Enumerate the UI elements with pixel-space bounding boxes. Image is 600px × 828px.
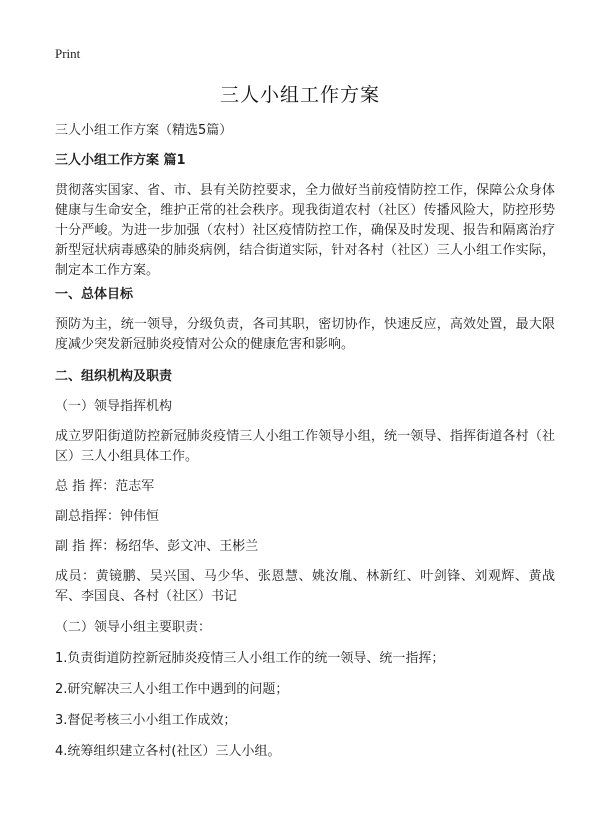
deputy-commander-line: 副总指挥：钟伟恒 (55, 509, 160, 524)
subheading-duties: （二）领导小组主要职责： (55, 620, 212, 635)
heading-organization: 二、组织机构及职责 (55, 369, 173, 384)
duty-item: 2.研究解决三人小组工作中遇到的问题； (55, 682, 289, 697)
members-paragraph: 成员：黄镜鹏、吴兴国、马少华、张恩慧、姚汝胤、林新红、叶剑锋、刘观辉、黄战军、李国良、各村（社区）书记 (55, 569, 555, 604)
document-subtitle: 三人小组工作方案（精选5篇） (55, 123, 233, 138)
duty-item: 3.督促考核三小小组工作成效； (55, 713, 237, 728)
intro-paragraph: 贯彻落实国家、省、市、县有关防控要求，全力做好当前疫情防控工作，保障公众身体健康与生命安全，维护正常的社会秩序。现我街道农村（社区）传播风险大，防控形势十分严峻。为进一步加强（农村）社区疫情防控工作，确保及时发现、报告和隔离治疗新型冠状病毒感染的肺炎病例，结合街道实际，针对各村（社区）三人小组工作实际，制定本工作方案。 (55, 183, 555, 278)
goal-paragraph: 预防为主，统一领导，分级负责，各司其职，密切协作，快速反应，高效处置，最大限度减少突发新冠肺炎疫情对公众的健康危害和影响。 (55, 317, 555, 352)
organization-paragraph: 成立罗阳街道防控新冠肺炎疫情三人小组工作领导小组，统一领导、指挥街道各村（社区）三人小组具体工作。 (55, 429, 555, 464)
vice-commanders-line: 副 指 挥：杨绍华、彭文冲、王彬兰 (55, 539, 259, 554)
section-title: 三人小组工作方案 篇1 (55, 153, 186, 168)
duty-item: 4.统筹组织建立各村(社区）三人小组。 (55, 744, 281, 759)
heading-general-goal: 一、总体目标 (55, 287, 134, 302)
print-label: Print (55, 46, 81, 61)
subheading-leadership: （一）领导指挥机构 (55, 399, 173, 414)
duty-item: 1.负责街道防控新冠肺炎疫情三人小组工作的统一领导、统一指挥； (55, 651, 445, 666)
page-title: 三人小组工作方案 (219, 84, 380, 106)
commander-line: 总 指 挥：范志军 (55, 479, 155, 494)
